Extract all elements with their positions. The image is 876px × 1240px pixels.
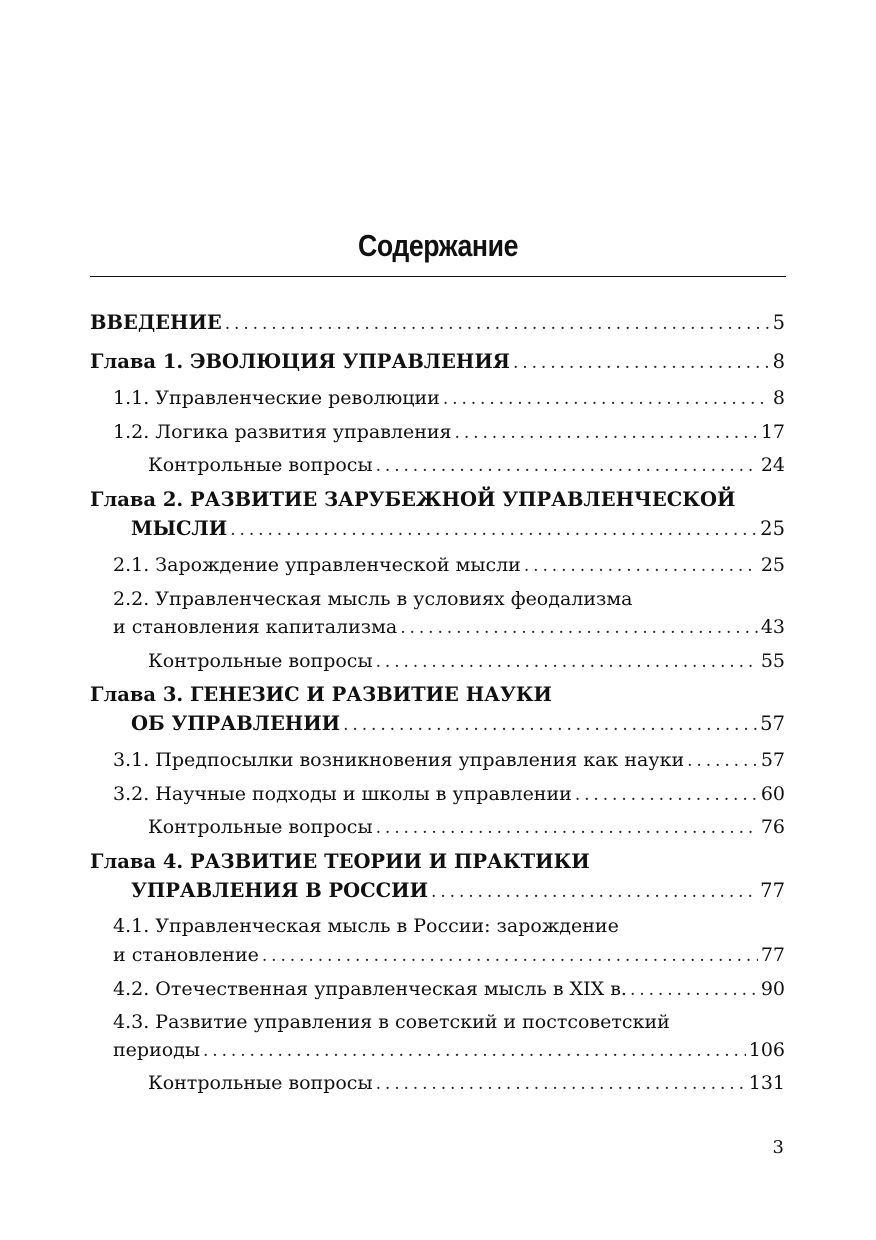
toc-entry-page: 77 <box>760 944 785 966</box>
toc-leader <box>455 420 758 446</box>
toc-entry-section-2-1[interactable] <box>113 552 785 579</box>
toc-entry-label: ОБ УПРАВЛЕНИИ <box>131 712 341 735</box>
toc-entry-label: МЫСЛИ <box>131 517 228 540</box>
toc-entry-questions-4[interactable] <box>148 1070 785 1097</box>
toc-entry-questions-3[interactable] <box>148 814 785 841</box>
toc-entry-chapter-2[interactable] <box>131 516 785 543</box>
toc-entry-page: 43 <box>760 616 785 638</box>
toc-entry-page: 76 <box>760 816 785 838</box>
toc-leader <box>513 350 770 376</box>
toc-entry-label: 4.2. Отечественная управленческая мысль в XIX в. <box>113 978 627 1000</box>
toc-leader <box>687 748 758 774</box>
toc-entry-page: 106 <box>748 1039 785 1061</box>
toc-entry-label: ВВЕДЕНИЕ <box>90 311 222 334</box>
toc-entry-label: периоды <box>113 1039 200 1061</box>
toc-leader <box>230 517 757 543</box>
toc-leader <box>225 311 770 337</box>
toc-entry-label: УПРАВЛЕНИЯ В РОССИИ <box>131 879 429 902</box>
toc-entry-page: 60 <box>760 783 785 805</box>
toc-entry-chapter-3[interactable] <box>131 711 785 738</box>
toc-leader <box>400 615 758 641</box>
toc-entry-page: 25 <box>760 517 785 540</box>
toc-entry-chapter-3-line1[interactable]: Глава 3. ГЕНЕЗИС И РАЗВИТИЕ НАУКИ <box>90 683 552 706</box>
toc-leader <box>630 977 758 1003</box>
toc-entry-section-2-2-line1[interactable]: 2.2. Управленческая мысль в условиях феодализма <box>113 588 633 610</box>
toc-entry-page: 77 <box>760 879 785 902</box>
toc-entry-label: и становления капитализма <box>113 616 398 638</box>
toc-entry-section-1-2[interactable] <box>113 419 785 446</box>
toc-entry-page: 5 <box>772 311 785 334</box>
toc-entry-page: 8 <box>772 350 785 373</box>
toc-entry-page: 57 <box>760 749 785 771</box>
page-title: Содержание <box>358 228 518 263</box>
toc-entry-page: 131 <box>748 1072 785 1094</box>
toc-entry-page: 90 <box>760 978 785 1000</box>
toc-entry-page: 57 <box>760 712 785 735</box>
toc-leader <box>431 879 757 905</box>
toc-entry-label: Контрольные вопросы <box>148 454 373 476</box>
toc-leader <box>376 815 758 841</box>
toc-entry-questions-1[interactable] <box>148 452 785 479</box>
toc-entry-label: Контрольные вопросы <box>148 1072 373 1094</box>
toc-leader <box>376 649 758 675</box>
toc-entry-page: 17 <box>760 421 785 443</box>
toc-entry-section-4-3[interactable] <box>113 1037 785 1064</box>
toc-leader <box>343 712 757 738</box>
toc-entry-label: Контрольные вопросы <box>148 816 373 838</box>
toc-entry-page: 8 <box>772 387 785 409</box>
toc-leader <box>575 782 758 808</box>
title-rule <box>90 276 786 277</box>
toc-leader <box>524 553 758 579</box>
toc-entry-chapter-4[interactable] <box>131 878 785 905</box>
toc-entry-label: Контрольные вопросы <box>148 650 373 672</box>
page-number: 3 <box>772 1137 784 1158</box>
toc-entry-label: и становление <box>113 944 259 966</box>
toc-entry-page: 25 <box>760 554 785 576</box>
toc-leader <box>443 386 770 412</box>
toc-entry-section-3-1[interactable] <box>113 747 785 774</box>
toc-entry-intro[interactable] <box>90 310 785 337</box>
toc-entry-label: 1.1. Управленческие революции <box>113 387 440 409</box>
toc-entry-label: 2.1. Зарождение управленческой мысли <box>113 554 521 576</box>
toc-entry-section-4-2[interactable] <box>113 976 785 1003</box>
toc-entry-questions-2[interactable] <box>148 648 785 675</box>
toc-leader <box>376 1071 746 1097</box>
toc-entry-section-3-2[interactable] <box>113 781 785 808</box>
toc-entry-section-2-2[interactable] <box>113 614 785 641</box>
toc-entry-section-4-1-line1[interactable]: 4.1. Управленческая мысль в России: зарождение <box>113 915 619 937</box>
toc-entry-section-4-1[interactable] <box>113 942 785 969</box>
toc-entry-section-1-1[interactable] <box>113 385 785 412</box>
toc-leader <box>376 453 758 479</box>
toc-entry-chapter-1[interactable] <box>90 349 785 376</box>
toc-entry-page: 55 <box>760 650 785 672</box>
toc-entry-label: 3.1. Предпосылки возникновения управления как науки <box>113 749 685 771</box>
toc-leader <box>203 1038 746 1064</box>
toc-leader <box>262 943 758 969</box>
toc-entry-label: 1.2. Логика развития управления <box>113 421 452 443</box>
toc-entry-label: 3.2. Научные подходы и школы в управлении <box>113 783 572 805</box>
toc-entry-label: Глава 1. ЭВОЛЮЦИЯ УПРАВЛЕНИЯ <box>90 350 510 373</box>
toc-entry-chapter-2-line1[interactable]: Глава 2. РАЗВИТИЕ ЗАРУБЕЖНОЙ УПРАВЛЕНЧЕСКОЙ <box>90 488 736 511</box>
toc-entry-chapter-4-line1[interactable]: Глава 4. РАЗВИТИЕ ТЕОРИИ И ПРАКТИКИ <box>90 850 590 873</box>
toc-entry-page: 24 <box>760 454 785 476</box>
toc-entry-section-4-3-line1[interactable]: 4.3. Развитие управления в советский и постсоветский <box>113 1011 670 1033</box>
